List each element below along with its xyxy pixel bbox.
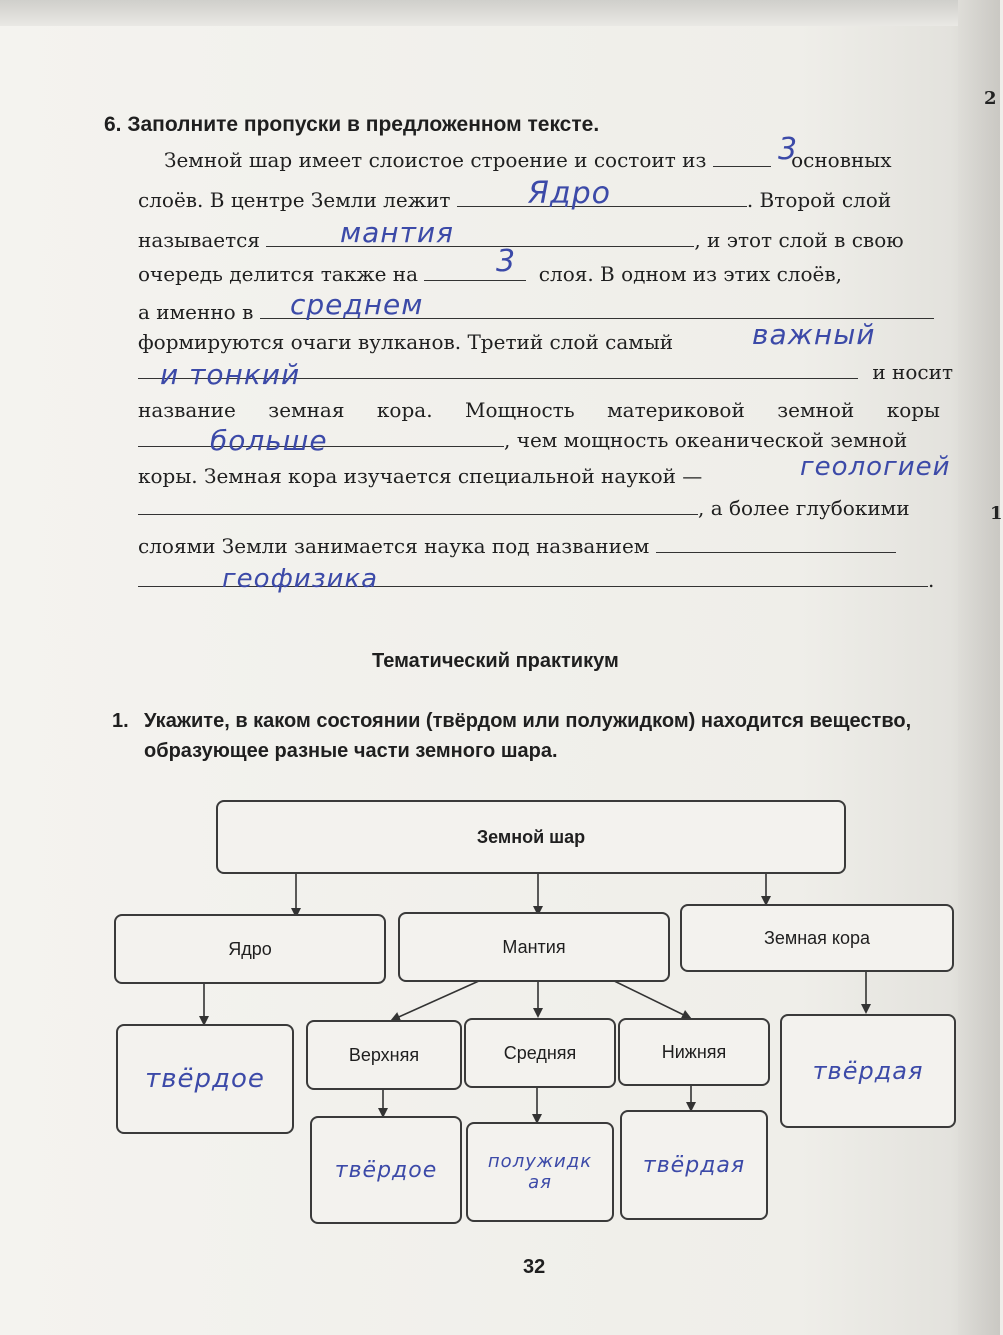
answer-core: Ядро (528, 176, 611, 211)
text-line-4: очередь делится также на слоя. В одном из этих слоёв, (138, 262, 842, 286)
answer-thin: и тонкий (160, 358, 301, 391)
answer-core-state: твёрдое (145, 1064, 265, 1094)
text-line-3: называется , и этот слой в свою (138, 228, 904, 252)
text-line-10: коры. Земная кора изучается специальной наукой — (138, 464, 703, 488)
edge-digit-mid: 1 (990, 503, 1003, 524)
arrow-to-upper (392, 976, 490, 1020)
label-crust: Земная кора (763, 927, 871, 948)
task-1-number: 1. (112, 710, 129, 732)
text-line-6: формируются очаги вулканов. Третий слой самый (138, 330, 674, 354)
text-line-7: и носит (138, 358, 940, 386)
text-line-12: слоями Земли занимается наука под названием (138, 532, 940, 560)
box-mantle (398, 912, 670, 982)
answer-middle: среднем (290, 288, 424, 321)
exercise-6-title: 6. Заполните пропуски в предложенном тексте. (104, 113, 600, 136)
answer-crust-state: твёрдая (812, 1057, 924, 1085)
label-earth: Земной шар (476, 826, 586, 847)
section-title: Тематический практикум (372, 650, 619, 672)
label-mantle: Мантия (502, 936, 566, 957)
box-middle-answer[interactable] (466, 1122, 614, 1222)
answer-bigger: больше (210, 424, 328, 457)
answer-geophysics: геофизика (222, 564, 379, 594)
text-line-2: слоёв. В центре Земли лежит . Второй слой (138, 188, 892, 212)
page-number: 32 (523, 1256, 546, 1278)
box-crust-answer[interactable] (780, 1014, 956, 1128)
answer-upper-state: твёрдое (334, 1157, 438, 1183)
answer-important: важный (752, 318, 876, 351)
box-lower-answer[interactable] (620, 1110, 768, 1220)
box-middle (464, 1018, 616, 1088)
box-lower (618, 1018, 770, 1086)
edge-digit-top: 2 (984, 88, 997, 109)
box-earth (216, 800, 846, 874)
task-1-text: Укажите, в каком состоянии (твёрдом или полужидком) находится вещество, образующее разные части земного шара. (144, 710, 912, 762)
text-line-5: а именно в (138, 298, 940, 326)
box-core-answer[interactable] (116, 1024, 294, 1134)
answer-lower-state: твёрдая (642, 1152, 746, 1178)
text-line-11: , а более глубокими (138, 494, 940, 522)
arrow-to-lower (604, 976, 690, 1018)
answer-sublayers: 3 (496, 244, 517, 279)
box-crust (680, 904, 954, 972)
label-middle: Средняя (503, 1042, 577, 1063)
text-line-13: . (138, 566, 940, 594)
label-core: Ядро (228, 938, 272, 959)
answer-mantle: мантия (340, 216, 454, 249)
text-line-8: название земная кора. Мощность материковой земной коры (138, 398, 940, 422)
answer-geology: геологией (800, 452, 951, 482)
answer-middle-state: полужидкая (487, 1151, 593, 1193)
answer-count: 3 (778, 132, 799, 167)
label-upper: Верхняя (348, 1044, 420, 1065)
text-line-1: Земной шар имеет слоистое строение и состоит из основных (164, 148, 892, 172)
text-line-9: , чем мощность океанической земной (138, 426, 940, 454)
box-upper (306, 1020, 462, 1090)
box-core (114, 914, 386, 984)
box-upper-answer[interactable] (310, 1116, 462, 1224)
label-lower: Нижняя (661, 1041, 727, 1062)
